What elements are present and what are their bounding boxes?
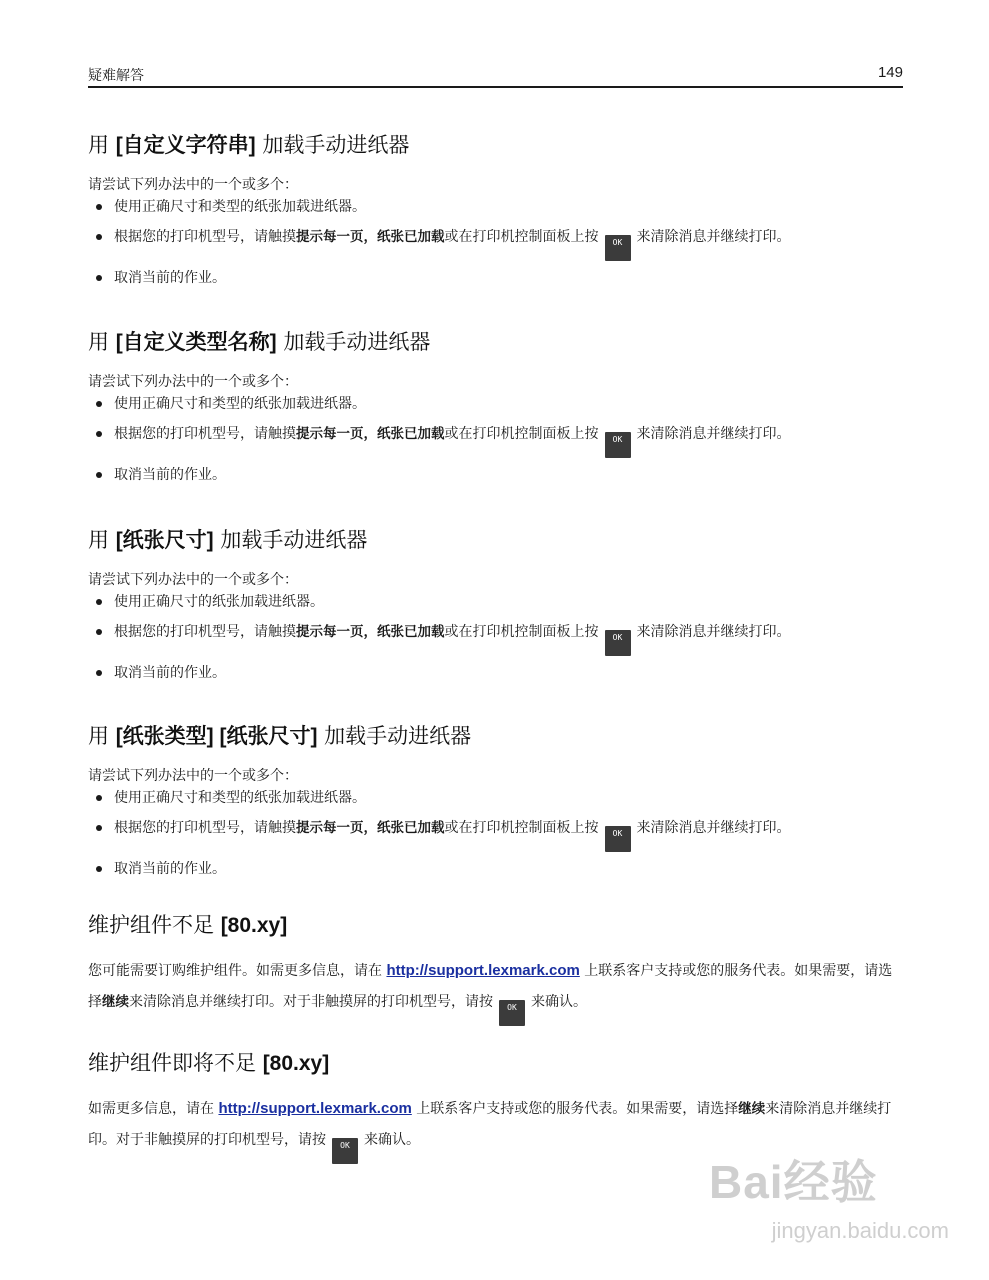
list-item: 取消当前的作业。 bbox=[88, 465, 903, 485]
section-paper-type-size bbox=[88, 721, 903, 879]
list-item: 使用正确尺寸的纸张加载进纸器。 bbox=[88, 592, 903, 612]
page-content bbox=[88, 130, 903, 1164]
watermark-url: jingyan.baidu.com bbox=[771, 1218, 949, 1243]
section-title: 用 [自定义字符串] 加载手动进纸器 bbox=[88, 133, 410, 157]
section-title: 用 [纸张尺寸] 加载手动进纸器 bbox=[88, 528, 368, 552]
page-header bbox=[88, 62, 903, 88]
intro-text: 请尝试下列办法中的一个或多个： bbox=[88, 374, 298, 390]
bullet-list bbox=[88, 788, 903, 879]
intro-text: 请尝试下列办法中的一个或多个： bbox=[88, 572, 298, 588]
ok-button-icon: OK bbox=[499, 1000, 525, 1026]
list-item: 使用正确尺寸和类型的纸张加载进纸器。 bbox=[88, 788, 903, 808]
bullet-list bbox=[88, 592, 903, 683]
ok-button-icon: OK bbox=[605, 235, 631, 261]
body-paragraph: 您可能需要订购维护组件。如需更多信息，请在 http://support.lexmark.com 上联系客户支持或您的服务代表。如果需要，请选择继续来清除消息并继续打印。对于非触摸屏的打印机型号，请按 OK 来确认。 bbox=[88, 955, 903, 1026]
body-paragraph: 如需更多信息，请在 http://support.lexmark.com 上联系客户支持或您的服务代表。如果需要，请选择继续来清除消息并继续打印。对于非触摸屏的打印机型号，请按 OK 来确认。 bbox=[88, 1093, 903, 1164]
list-item: 使用正确尺寸和类型的纸张加载进纸器。 bbox=[88, 394, 903, 414]
section-title: 用 [自定义类型名称] 加载手动进纸器 bbox=[88, 330, 431, 354]
section-paper-size bbox=[88, 525, 903, 683]
intro-text: 请尝试下列办法中的一个或多个： bbox=[88, 177, 298, 193]
list-item: 根据您的打印机型号，请触摸提示每一页，纸张已加载或在打印机控制面板上按 OK 来清除消息并继续打印。 bbox=[88, 227, 903, 261]
list-item: 根据您的打印机型号，请触摸提示每一页，纸张已加载或在打印机控制面板上按 OK 来清除消息并继续打印。 bbox=[88, 622, 903, 656]
bullet-list bbox=[88, 394, 903, 485]
baidu-jingyan-watermark bbox=[709, 1146, 949, 1256]
ok-button-icon: OK bbox=[605, 432, 631, 458]
intro-text: 请尝试下列办法中的一个或多个： bbox=[88, 768, 298, 784]
bullet-list bbox=[88, 197, 903, 288]
section-title: 维护组件即将不足 [80.xy] bbox=[88, 1051, 330, 1075]
section-custom-string bbox=[88, 130, 903, 288]
section-title: 维护组件不足 [80.xy] bbox=[88, 913, 288, 937]
list-item: 取消当前的作业。 bbox=[88, 663, 903, 683]
ok-button-icon: OK bbox=[332, 1138, 358, 1164]
list-item: 取消当前的作业。 bbox=[88, 268, 903, 288]
list-item: 根据您的打印机型号，请触摸提示每一页，纸张已加载或在打印机控制面板上按 OK 来清除消息并继续打印。 bbox=[88, 818, 903, 852]
list-item: 取消当前的作业。 bbox=[88, 859, 903, 879]
page-number: 149 bbox=[877, 64, 903, 81]
list-item: 使用正确尺寸和类型的纸张加载进纸器。 bbox=[88, 197, 903, 217]
header-section-title: 疑难解答 bbox=[88, 68, 144, 84]
section-custom-type-name bbox=[88, 327, 903, 485]
watermark-logo: Bai经验 bbox=[709, 1156, 878, 1208]
support-link[interactable]: http://support.lexmark.com bbox=[218, 1100, 412, 1117]
support-link[interactable]: http://support.lexmark.com bbox=[386, 962, 580, 979]
ok-button-icon: OK bbox=[605, 826, 631, 852]
list-item: 根据您的打印机型号，请触摸提示每一页，纸张已加载或在打印机控制面板上按 OK 来清除消息并继续打印。 bbox=[88, 424, 903, 458]
section-title: 用 [纸张类型] [纸张尺寸] 加载手动进纸器 bbox=[88, 724, 472, 748]
section-maintenance-kit-low bbox=[88, 910, 903, 1026]
ok-button-icon: OK bbox=[605, 630, 631, 656]
